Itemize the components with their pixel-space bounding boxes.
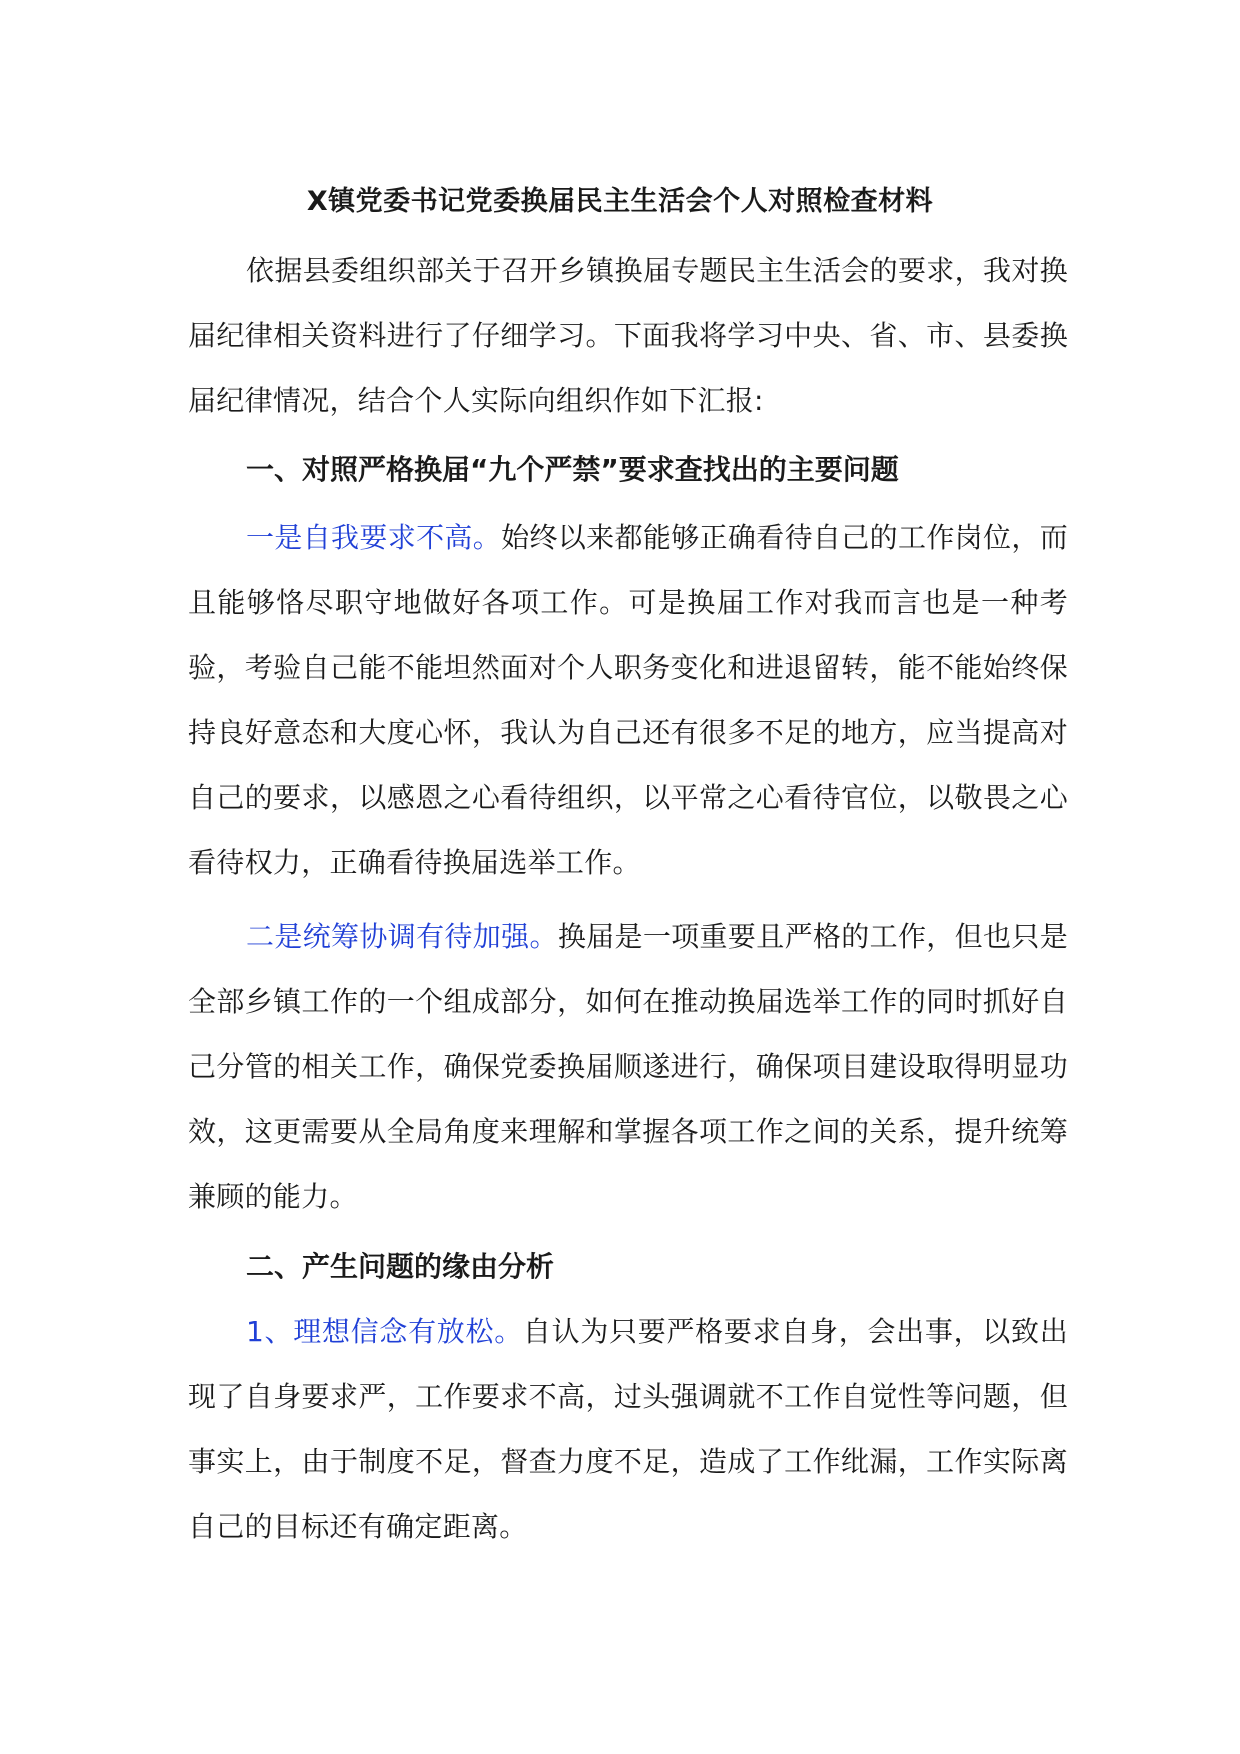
intro-paragraph: 依据县委组织部关于召开乡镇换届专题民主生活会的要求，我对换届纪律相关资料进行了仔细学习。下面我将学习中央、省、市、县委换届纪律情况，结合个人实际向组织作如下汇报:: [188, 254, 1068, 417]
issue-paragraph-1: [188, 505, 1068, 895]
section-2-heading: 二、产生问题的缘由分析: [246, 1250, 555, 1283]
issue-1-lead: 一是自我要求不高。: [246, 521, 502, 554]
cause-paragraph-1: [188, 1299, 1068, 1559]
document-title: X镇党委书记党委换届民主生活会个人对照检查材料: [306, 186, 934, 217]
issue-paragraph-2: [188, 904, 1068, 1229]
issue-2-lead: 二是统筹协调有待加强。: [246, 920, 558, 953]
cause-1-lead: 1、理想信念有放松。: [246, 1315, 523, 1348]
cause-1-body: 自认为只要严格要求自身，会出事，以致出现了自身要求严，工作要求不高，过头强调就不工作自觉性等问题，但事实上，由于制度不足，督查力度不足，造成了工作纰漏，工作实际离自己的目标还有确定距离。: [188, 1315, 1068, 1543]
issue-1-body: 始终以来都能够正确看待自己的工作岗位，而且能够恪尽职守地做好各项工作。可是换届工作对我而言也是一种考验，考验自己能不能坦然面对个人职务变化和进退留转，能不能始终保持良好意态和大度心怀，我认为自己还有很多不足的地方，应当提高对自己的要求，以感恩之心看待组织，以平常之心看待官位，以敬畏之心看待权力，正确看待换届选举工作。: [188, 521, 1068, 879]
issue-2-body: 换届是一项重要且严格的工作，但也只是全部乡镇工作的一个组成部分，如何在推动换届选举工作的同时抓好自己分管的相关工作，确保党委换届顺遂进行，确保项目建设取得明显功效，这更需要从全局角度来理解和掌握各项工作之间的关系，提升统筹兼顾的能力。: [188, 920, 1068, 1213]
section-1-heading: 一、对照严格换届“九个严禁”要求查找出的主要问题: [246, 453, 899, 486]
